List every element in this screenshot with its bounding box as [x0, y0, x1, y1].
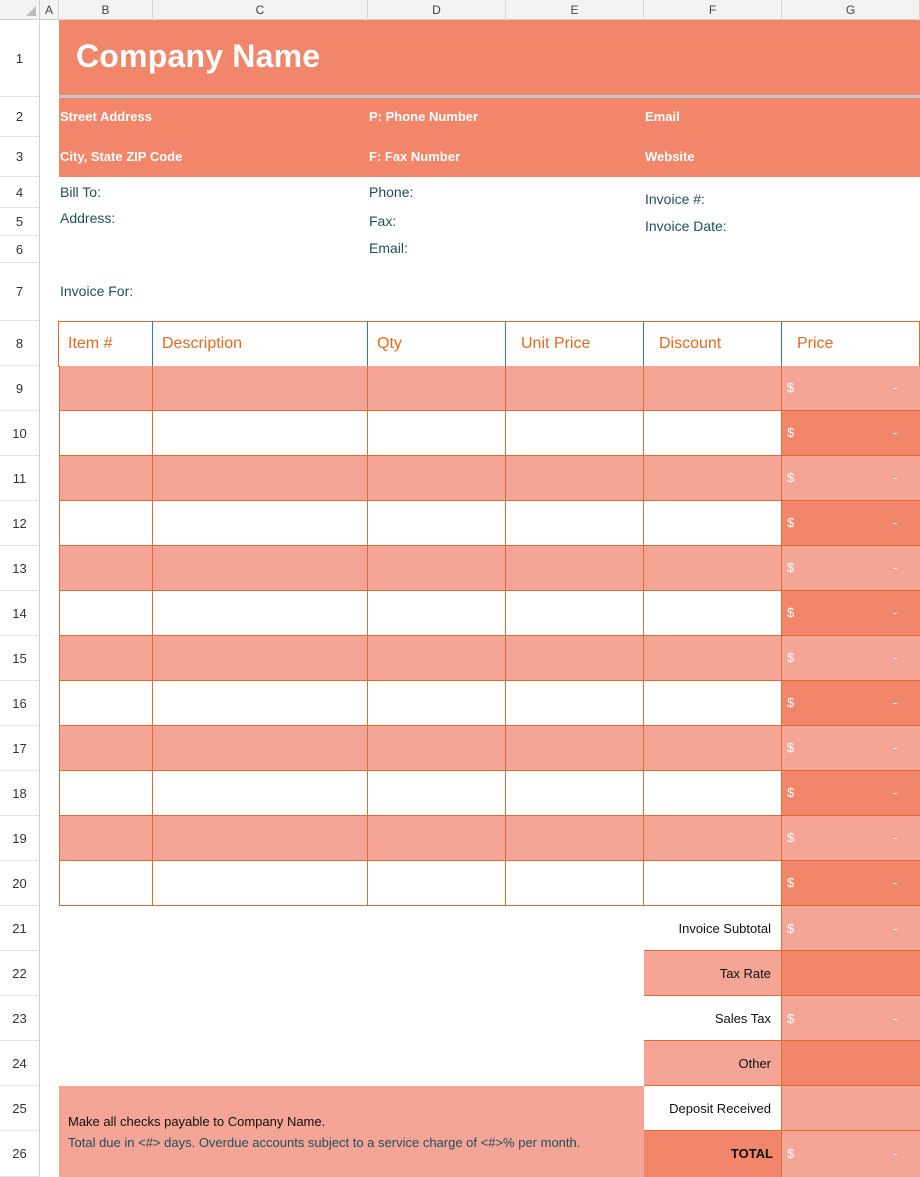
- header-unit-price[interactable]: Unit Price: [521, 334, 591, 352]
- row-header-12[interactable]: 12: [0, 501, 40, 546]
- cell-qty[interactable]: [368, 366, 506, 411]
- subtotal-label: Invoice Subtotal: [678, 921, 771, 936]
- tax-rate-value-cell[interactable]: [782, 951, 920, 996]
- sales-tax-currency: $: [787, 1011, 795, 1026]
- price-currency: $: [787, 830, 795, 845]
- price-value: -: [893, 605, 898, 620]
- cell-unit-price[interactable]: [506, 681, 644, 726]
- total-label: TOTAL: [730, 1146, 773, 1161]
- header-price[interactable]: Price: [797, 334, 834, 352]
- price-value: -: [893, 425, 898, 440]
- subtotal-currency: $: [787, 921, 795, 936]
- total-value-cell[interactable]: [782, 1131, 920, 1177]
- price-value: -: [893, 785, 898, 800]
- price-value: -: [893, 650, 898, 665]
- row-header-2[interactable]: 2: [0, 97, 40, 137]
- sales-tax-label: Sales Tax: [714, 1011, 771, 1026]
- cell-unit-price[interactable]: [506, 411, 644, 456]
- cell-price[interactable]: [782, 366, 920, 411]
- cell-discount[interactable]: [644, 636, 782, 681]
- column-header-f[interactable]: F: [644, 0, 782, 20]
- cell-description[interactable]: [153, 456, 368, 501]
- cell-unit-price[interactable]: [506, 816, 644, 861]
- price-currency: $: [787, 380, 795, 395]
- price-currency: $: [787, 695, 795, 710]
- cell-description[interactable]: [153, 861, 368, 906]
- cell-item-number[interactable]: [59, 861, 153, 906]
- phone-label[interactable]: Phone:: [369, 184, 414, 200]
- row-header-11[interactable]: 11: [0, 456, 40, 501]
- cell-qty[interactable]: [368, 726, 506, 771]
- price-value: -: [893, 695, 898, 710]
- cell-description[interactable]: [153, 816, 368, 861]
- header-description[interactable]: Description: [162, 334, 243, 352]
- cell-unit-price[interactable]: [506, 591, 644, 636]
- cell-unit-price[interactable]: [506, 861, 644, 906]
- subtotal-value: -: [893, 921, 898, 936]
- price-value: -: [893, 560, 898, 575]
- row-header-4[interactable]: 4: [0, 177, 40, 208]
- cell-unit-price[interactable]: [506, 501, 644, 546]
- row-header-24[interactable]: 24: [0, 1041, 40, 1086]
- total-currency: $: [787, 1146, 795, 1161]
- cell-qty[interactable]: [368, 591, 506, 636]
- header-qty[interactable]: Qty: [377, 334, 402, 352]
- invoice-for-label[interactable]: Invoice For:: [60, 283, 134, 299]
- row-header-16[interactable]: 16: [0, 681, 40, 726]
- company-website[interactable]: Website: [645, 149, 695, 164]
- cell-description[interactable]: [153, 366, 368, 411]
- cell-qty[interactable]: [368, 501, 506, 546]
- cell-item-number[interactable]: [59, 411, 153, 456]
- price-value: -: [893, 740, 898, 755]
- row-header-14[interactable]: 14: [0, 591, 40, 636]
- cell-qty[interactable]: [368, 861, 506, 906]
- cell-description[interactable]: [153, 501, 368, 546]
- cell-unit-price[interactable]: [506, 726, 644, 771]
- row-header-5[interactable]: 5: [0, 208, 40, 236]
- cell-unit-price[interactable]: [506, 456, 644, 501]
- price-currency: $: [787, 605, 795, 620]
- row-header-6[interactable]: 6: [0, 236, 40, 263]
- cell-description[interactable]: [153, 636, 368, 681]
- row-header-15[interactable]: 15: [0, 636, 40, 681]
- header-item-number[interactable]: Item #: [68, 334, 113, 352]
- cell-price[interactable]: [782, 861, 920, 906]
- cell-discount[interactable]: [644, 546, 782, 591]
- row-header-23[interactable]: 23: [0, 996, 40, 1041]
- header-separator: [367, 321, 368, 367]
- cell-description[interactable]: [153, 546, 368, 591]
- column-header-e[interactable]: E: [506, 0, 644, 20]
- price-currency: $: [787, 425, 795, 440]
- address-label[interactable]: Address:: [60, 210, 116, 226]
- column-header-c[interactable]: C: [153, 0, 368, 20]
- header-separator: [505, 321, 506, 367]
- cell-price[interactable]: [782, 456, 920, 501]
- terms-note: Total due in <#> days. Overdue accounts subject to a service charge of <#>% per month.: [68, 1135, 581, 1150]
- cell-qty[interactable]: [368, 456, 506, 501]
- tax-rate-label: Tax Rate: [719, 966, 771, 981]
- row-header-13[interactable]: 13: [0, 546, 40, 591]
- payment-note: Make all checks payable to Company Name.: [68, 1114, 326, 1129]
- column-header-b[interactable]: B: [59, 0, 153, 20]
- deposit-value-cell[interactable]: [782, 1086, 920, 1131]
- cell-price[interactable]: [782, 816, 920, 861]
- cell-discount[interactable]: [644, 861, 782, 906]
- cell-item-number[interactable]: [59, 546, 153, 591]
- fax-label[interactable]: Fax:: [369, 213, 397, 229]
- invoice-date-label[interactable]: Invoice Date:: [645, 218, 727, 234]
- price-currency: $: [787, 740, 795, 755]
- row-header-18[interactable]: 18: [0, 771, 40, 816]
- row-header-9[interactable]: 9: [0, 366, 40, 411]
- price-value: -: [893, 470, 898, 485]
- email-label[interactable]: Email:: [369, 240, 408, 256]
- price-currency: $: [787, 560, 795, 575]
- invoice-number-label[interactable]: Invoice #:: [645, 191, 705, 207]
- cell-description[interactable]: [153, 681, 368, 726]
- cell-item-number[interactable]: [59, 366, 153, 411]
- price-value: -: [893, 830, 898, 845]
- header-separator: [152, 321, 153, 367]
- price-currency: $: [787, 515, 795, 530]
- header-separator: [781, 321, 782, 367]
- column-header-d[interactable]: D: [368, 0, 506, 20]
- price-value: -: [893, 875, 898, 890]
- row-header-22[interactable]: 22: [0, 951, 40, 996]
- select-all-corner[interactable]: [0, 0, 40, 20]
- price-currency: $: [787, 470, 795, 485]
- cell-item-number[interactable]: [59, 816, 153, 861]
- cell-item-number[interactable]: [59, 771, 153, 816]
- price-currency: $: [787, 785, 795, 800]
- cell-price[interactable]: [782, 771, 920, 816]
- row-header-8[interactable]: 8: [0, 321, 40, 366]
- row-header-20[interactable]: 20: [0, 861, 40, 906]
- row-header-17[interactable]: 17: [0, 726, 40, 771]
- price-value: -: [893, 380, 898, 395]
- cell-qty[interactable]: [368, 816, 506, 861]
- row-header-19[interactable]: 19: [0, 816, 40, 861]
- bill-to-label[interactable]: Bill To:: [60, 184, 101, 200]
- company-name[interactable]: Company Name: [76, 38, 321, 74]
- cell-price[interactable]: [782, 546, 920, 591]
- cell-qty[interactable]: [368, 636, 506, 681]
- cell-unit-price[interactable]: [506, 771, 644, 816]
- row-header-7[interactable]: 7: [0, 263, 40, 321]
- phone-number[interactable]: P: Phone Number: [369, 109, 479, 124]
- price-currency: $: [787, 650, 795, 665]
- row-header-3[interactable]: 3: [0, 137, 40, 177]
- row-header-26[interactable]: 26: [0, 1131, 40, 1177]
- notes-block[interactable]: [59, 1086, 644, 1177]
- cell-item-number[interactable]: [59, 636, 153, 681]
- column-header-a[interactable]: A: [40, 0, 59, 20]
- cell-item-number[interactable]: [59, 726, 153, 771]
- sales-tax-value-cell[interactable]: [782, 996, 920, 1041]
- cell-description[interactable]: [153, 411, 368, 456]
- cell-item-number[interactable]: [59, 456, 153, 501]
- cell-unit-price[interactable]: [506, 546, 644, 591]
- cell-qty[interactable]: [368, 771, 506, 816]
- cell-price[interactable]: [782, 636, 920, 681]
- cell-qty[interactable]: [368, 681, 506, 726]
- cell-description[interactable]: [153, 591, 368, 636]
- row-header-1[interactable]: 1: [0, 20, 40, 97]
- fax-number[interactable]: F: Fax Number: [369, 149, 461, 164]
- header-discount[interactable]: Discount: [659, 334, 722, 352]
- price-value: -: [893, 515, 898, 530]
- cell-qty[interactable]: [368, 411, 506, 456]
- row-header-10[interactable]: 10: [0, 411, 40, 456]
- cell-price[interactable]: [782, 726, 920, 771]
- column-header-g[interactable]: G: [782, 0, 920, 20]
- cell-discount[interactable]: [644, 726, 782, 771]
- cell-discount[interactable]: [644, 411, 782, 456]
- sales-tax-value: -: [893, 1011, 898, 1026]
- cell-discount[interactable]: [644, 816, 782, 861]
- cell-description[interactable]: [153, 726, 368, 771]
- row-header-25[interactable]: 25: [0, 1086, 40, 1131]
- select-all-icon: [26, 6, 36, 16]
- deposit-label: Deposit Received: [669, 1101, 771, 1116]
- cell-price[interactable]: [782, 591, 920, 636]
- subtotal-value-cell[interactable]: [782, 906, 920, 951]
- price-currency: $: [787, 875, 795, 890]
- cell-discount[interactable]: [644, 591, 782, 636]
- cell-item-number[interactable]: [59, 501, 153, 546]
- company-contact-band: [59, 98, 920, 177]
- row-header-21[interactable]: 21: [0, 906, 40, 951]
- total-value: -: [893, 1146, 898, 1161]
- cell-price[interactable]: [782, 681, 920, 726]
- city-state-zip[interactable]: City, State ZIP Code: [60, 149, 183, 164]
- cell-item-number[interactable]: [59, 591, 153, 636]
- cell-item-number[interactable]: [59, 681, 153, 726]
- cell-price[interactable]: [782, 501, 920, 546]
- other-label: Other: [738, 1056, 771, 1071]
- other-value-cell[interactable]: [782, 1041, 920, 1086]
- cell-discount[interactable]: [644, 366, 782, 411]
- cell-discount[interactable]: [644, 771, 782, 816]
- cell-discount[interactable]: [644, 501, 782, 546]
- cell-qty[interactable]: [368, 546, 506, 591]
- cell-unit-price[interactable]: [506, 366, 644, 411]
- cell-unit-price[interactable]: [506, 636, 644, 681]
- cell-price[interactable]: [782, 411, 920, 456]
- company-email[interactable]: Email: [645, 109, 680, 124]
- cell-discount[interactable]: [644, 681, 782, 726]
- header-separator: [643, 321, 644, 367]
- cell-description[interactable]: [153, 771, 368, 816]
- cell-discount[interactable]: [644, 456, 782, 501]
- street-address[interactable]: Street Address: [60, 109, 152, 124]
